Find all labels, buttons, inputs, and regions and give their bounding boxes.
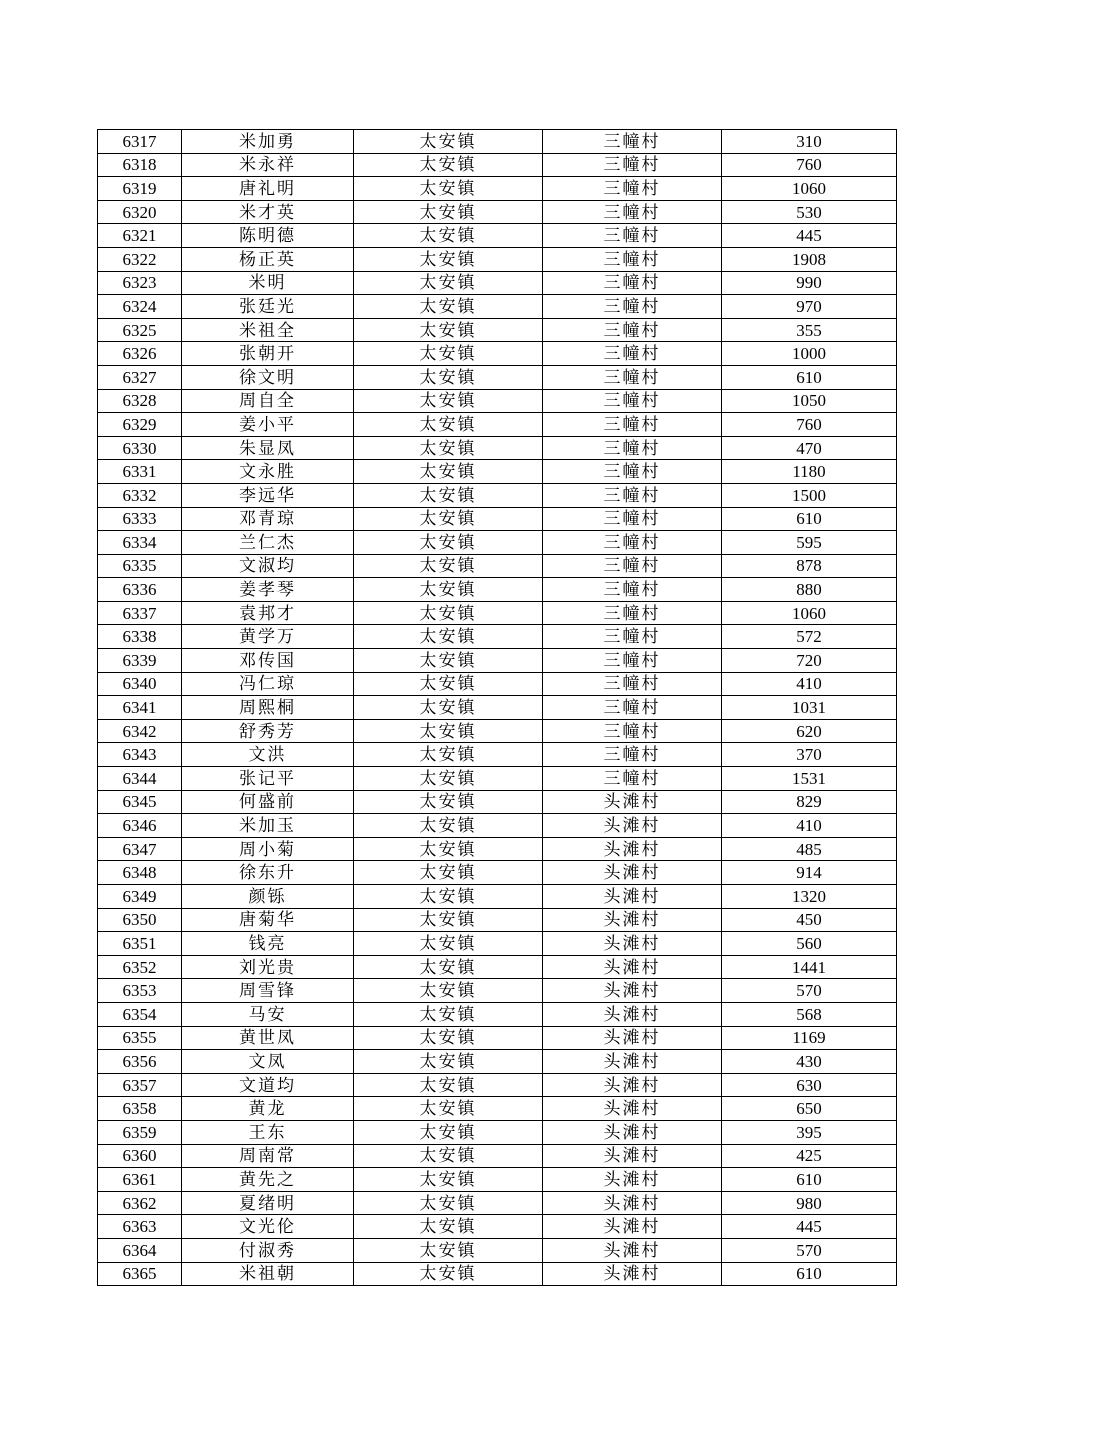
row-number-cell: 6348 — [98, 861, 182, 885]
town-cell: 太安镇 — [354, 460, 543, 484]
row-number-cell: 6337 — [98, 601, 182, 625]
town-cell: 太安镇 — [354, 554, 543, 578]
town-cell: 太安镇 — [354, 247, 543, 271]
town-cell: 太安镇 — [354, 295, 543, 319]
table-row — [98, 814, 897, 838]
town-cell: 太安镇 — [354, 696, 543, 720]
amount-cell: 760 — [722, 413, 897, 437]
row-number-cell: 6359 — [98, 1120, 182, 1144]
name-cell: 唐菊华 — [182, 908, 354, 932]
row-number-cell: 6340 — [98, 672, 182, 696]
amount-cell: 570 — [722, 1238, 897, 1262]
name-cell: 兰仁杰 — [182, 531, 354, 555]
row-number-cell: 6327 — [98, 365, 182, 389]
village-cell: 三幢村 — [543, 743, 722, 767]
town-cell: 太安镇 — [354, 1191, 543, 1215]
row-number-cell: 6354 — [98, 1002, 182, 1026]
town-cell: 太安镇 — [354, 1238, 543, 1262]
table-row — [98, 601, 897, 625]
village-cell: 三幢村 — [543, 247, 722, 271]
amount-cell: 610 — [722, 1262, 897, 1286]
amount-cell: 570 — [722, 979, 897, 1003]
table-row — [98, 1215, 897, 1239]
name-cell: 黄学万 — [182, 625, 354, 649]
name-cell: 舒秀芳 — [182, 719, 354, 743]
row-number-cell: 6325 — [98, 318, 182, 342]
table-row — [98, 672, 897, 696]
row-number-cell: 6351 — [98, 932, 182, 956]
name-cell: 杨正英 — [182, 247, 354, 271]
name-cell: 黄先之 — [182, 1168, 354, 1192]
town-cell: 太安镇 — [354, 861, 543, 885]
table-row — [98, 413, 897, 437]
table-row — [98, 861, 897, 885]
village-cell: 三幢村 — [543, 389, 722, 413]
town-cell: 太安镇 — [354, 1002, 543, 1026]
table-row — [98, 625, 897, 649]
village-cell: 头滩村 — [543, 932, 722, 956]
table-row — [98, 1097, 897, 1121]
amount-cell: 630 — [722, 1073, 897, 1097]
row-number-cell: 6323 — [98, 271, 182, 295]
town-cell: 太安镇 — [354, 578, 543, 602]
village-cell: 三幢村 — [543, 224, 722, 248]
village-cell: 三幢村 — [543, 460, 722, 484]
amount-cell: 970 — [722, 295, 897, 319]
row-number-cell: 6362 — [98, 1191, 182, 1215]
town-cell: 太安镇 — [354, 342, 543, 366]
name-cell: 周熙桐 — [182, 696, 354, 720]
name-cell: 姜小平 — [182, 413, 354, 437]
amount-cell: 610 — [722, 507, 897, 531]
amount-cell: 572 — [722, 625, 897, 649]
name-cell: 刘光贵 — [182, 955, 354, 979]
amount-cell: 485 — [722, 837, 897, 861]
table-row — [98, 885, 897, 909]
town-cell: 太安镇 — [354, 1215, 543, 1239]
town-cell: 太安镇 — [354, 1144, 543, 1168]
row-number-cell: 6349 — [98, 885, 182, 909]
row-number-cell: 6338 — [98, 625, 182, 649]
amount-cell: 880 — [722, 578, 897, 602]
town-cell: 太安镇 — [354, 837, 543, 861]
table-row — [98, 1002, 897, 1026]
name-cell: 张廷光 — [182, 295, 354, 319]
name-cell: 陈明德 — [182, 224, 354, 248]
row-number-cell: 6317 — [98, 130, 182, 154]
village-cell: 头滩村 — [543, 790, 722, 814]
town-cell: 太安镇 — [354, 719, 543, 743]
data-table — [97, 129, 897, 1286]
village-cell: 头滩村 — [543, 1097, 722, 1121]
table-row — [98, 979, 897, 1003]
name-cell: 文凤 — [182, 1050, 354, 1074]
name-cell: 文道均 — [182, 1073, 354, 1097]
village-cell: 头滩村 — [543, 885, 722, 909]
name-cell: 唐礼明 — [182, 177, 354, 201]
table-row — [98, 1238, 897, 1262]
table-row — [98, 1191, 897, 1215]
amount-cell: 1050 — [722, 389, 897, 413]
village-cell: 头滩村 — [543, 1262, 722, 1286]
row-number-cell: 6345 — [98, 790, 182, 814]
row-number-cell: 6364 — [98, 1238, 182, 1262]
town-cell: 太安镇 — [354, 979, 543, 1003]
name-cell: 姜孝琴 — [182, 578, 354, 602]
row-number-cell: 6355 — [98, 1026, 182, 1050]
village-cell: 三幢村 — [543, 649, 722, 673]
row-number-cell: 6352 — [98, 955, 182, 979]
village-cell: 三幢村 — [543, 507, 722, 531]
village-cell: 三幢村 — [543, 365, 722, 389]
amount-cell: 430 — [722, 1050, 897, 1074]
row-number-cell: 6334 — [98, 531, 182, 555]
amount-cell: 530 — [722, 200, 897, 224]
amount-cell: 445 — [722, 224, 897, 248]
town-cell: 太安镇 — [354, 1050, 543, 1074]
town-cell: 太安镇 — [354, 531, 543, 555]
village-cell: 头滩村 — [543, 1191, 722, 1215]
town-cell: 太安镇 — [354, 318, 543, 342]
table-row — [98, 1168, 897, 1192]
town-cell: 太安镇 — [354, 672, 543, 696]
amount-cell: 1320 — [722, 885, 897, 909]
name-cell: 王东 — [182, 1120, 354, 1144]
town-cell: 太安镇 — [354, 436, 543, 460]
village-cell: 三幢村 — [543, 696, 722, 720]
name-cell: 邓传国 — [182, 649, 354, 673]
row-number-cell: 6341 — [98, 696, 182, 720]
amount-cell: 760 — [722, 153, 897, 177]
row-number-cell: 6353 — [98, 979, 182, 1003]
table-row — [98, 1144, 897, 1168]
table-row — [98, 649, 897, 673]
row-number-cell: 6319 — [98, 177, 182, 201]
town-cell: 太安镇 — [354, 389, 543, 413]
village-cell: 头滩村 — [543, 1238, 722, 1262]
name-cell: 马安 — [182, 1002, 354, 1026]
name-cell: 颜铄 — [182, 885, 354, 909]
town-cell: 太安镇 — [354, 177, 543, 201]
village-cell: 头滩村 — [543, 908, 722, 932]
row-number-cell: 6329 — [98, 413, 182, 437]
town-cell: 太安镇 — [354, 814, 543, 838]
town-cell: 太安镇 — [354, 649, 543, 673]
village-cell: 头滩村 — [543, 1144, 722, 1168]
village-cell: 头滩村 — [543, 1026, 722, 1050]
row-number-cell: 6330 — [98, 436, 182, 460]
name-cell: 黄龙 — [182, 1097, 354, 1121]
amount-cell: 914 — [722, 861, 897, 885]
town-cell: 太安镇 — [354, 1262, 543, 1286]
name-cell: 邓青琼 — [182, 507, 354, 531]
amount-cell: 595 — [722, 531, 897, 555]
amount-cell: 1531 — [722, 767, 897, 791]
village-cell: 头滩村 — [543, 1168, 722, 1192]
name-cell: 何盛前 — [182, 790, 354, 814]
row-number-cell: 6346 — [98, 814, 182, 838]
row-number-cell: 6326 — [98, 342, 182, 366]
village-cell: 头滩村 — [543, 861, 722, 885]
village-cell: 头滩村 — [543, 837, 722, 861]
table-row — [98, 130, 897, 154]
amount-cell: 1060 — [722, 177, 897, 201]
table-row — [98, 955, 897, 979]
town-cell: 太安镇 — [354, 483, 543, 507]
name-cell: 文淑均 — [182, 554, 354, 578]
amount-cell: 450 — [722, 908, 897, 932]
amount-cell: 355 — [722, 318, 897, 342]
row-number-cell: 6320 — [98, 200, 182, 224]
village-cell: 头滩村 — [543, 814, 722, 838]
table-row — [98, 837, 897, 861]
name-cell: 徐文明 — [182, 365, 354, 389]
table-row — [98, 436, 897, 460]
village-cell: 三幢村 — [543, 767, 722, 791]
village-cell: 三幢村 — [543, 578, 722, 602]
amount-cell: 980 — [722, 1191, 897, 1215]
table-row — [98, 932, 897, 956]
town-cell: 太安镇 — [354, 908, 543, 932]
name-cell: 张朝开 — [182, 342, 354, 366]
amount-cell: 568 — [722, 1002, 897, 1026]
row-number-cell: 6357 — [98, 1073, 182, 1097]
row-number-cell: 6360 — [98, 1144, 182, 1168]
town-cell: 太安镇 — [354, 625, 543, 649]
village-cell: 三幢村 — [543, 130, 722, 154]
amount-cell: 410 — [722, 672, 897, 696]
name-cell: 周小菊 — [182, 837, 354, 861]
amount-cell: 560 — [722, 932, 897, 956]
table-row — [98, 177, 897, 201]
table-row — [98, 483, 897, 507]
name-cell: 文洪 — [182, 743, 354, 767]
amount-cell: 1180 — [722, 460, 897, 484]
town-cell: 太安镇 — [354, 1073, 543, 1097]
amount-cell: 370 — [722, 743, 897, 767]
town-cell: 太安镇 — [354, 1168, 543, 1192]
village-cell: 三幢村 — [543, 153, 722, 177]
name-cell: 朱显凤 — [182, 436, 354, 460]
table-row — [98, 224, 897, 248]
table-row — [98, 554, 897, 578]
village-cell: 头滩村 — [543, 1050, 722, 1074]
town-cell: 太安镇 — [354, 200, 543, 224]
name-cell: 米加勇 — [182, 130, 354, 154]
town-cell: 太安镇 — [354, 507, 543, 531]
table-row — [98, 578, 897, 602]
row-number-cell: 6331 — [98, 460, 182, 484]
village-cell: 三幢村 — [543, 436, 722, 460]
town-cell: 太安镇 — [354, 153, 543, 177]
name-cell: 钱亮 — [182, 932, 354, 956]
amount-cell: 1908 — [722, 247, 897, 271]
amount-cell: 445 — [722, 1215, 897, 1239]
amount-cell: 610 — [722, 365, 897, 389]
table-row — [98, 790, 897, 814]
table-body — [98, 130, 897, 1286]
town-cell: 太安镇 — [354, 955, 543, 979]
table-row — [98, 318, 897, 342]
town-cell: 太安镇 — [354, 1097, 543, 1121]
amount-cell: 310 — [722, 130, 897, 154]
village-cell: 三幢村 — [543, 719, 722, 743]
name-cell: 米祖全 — [182, 318, 354, 342]
village-cell: 头滩村 — [543, 979, 722, 1003]
row-number-cell: 6321 — [98, 224, 182, 248]
village-cell: 三幢村 — [543, 413, 722, 437]
town-cell: 太安镇 — [354, 790, 543, 814]
table-row — [98, 908, 897, 932]
table-row — [98, 271, 897, 295]
amount-cell: 720 — [722, 649, 897, 673]
village-cell: 头滩村 — [543, 1002, 722, 1026]
table-row — [98, 507, 897, 531]
name-cell: 米才英 — [182, 200, 354, 224]
table-row — [98, 531, 897, 555]
name-cell: 冯仁琼 — [182, 672, 354, 696]
table-row — [98, 1262, 897, 1286]
amount-cell: 1031 — [722, 696, 897, 720]
village-cell: 三幢村 — [543, 177, 722, 201]
amount-cell: 470 — [722, 436, 897, 460]
village-cell: 三幢村 — [543, 672, 722, 696]
table-row — [98, 200, 897, 224]
town-cell: 太安镇 — [354, 743, 543, 767]
row-number-cell: 6347 — [98, 837, 182, 861]
name-cell: 黄世凤 — [182, 1026, 354, 1050]
table-row — [98, 719, 897, 743]
name-cell: 夏绪明 — [182, 1191, 354, 1215]
table-row — [98, 295, 897, 319]
row-number-cell: 6344 — [98, 767, 182, 791]
row-number-cell: 6342 — [98, 719, 182, 743]
table-row — [98, 1026, 897, 1050]
town-cell: 太安镇 — [354, 1026, 543, 1050]
row-number-cell: 6318 — [98, 153, 182, 177]
table-row — [98, 342, 897, 366]
row-number-cell: 6361 — [98, 1168, 182, 1192]
town-cell: 太安镇 — [354, 601, 543, 625]
amount-cell: 410 — [722, 814, 897, 838]
name-cell: 周雪锋 — [182, 979, 354, 1003]
name-cell: 张记平 — [182, 767, 354, 791]
town-cell: 太安镇 — [354, 413, 543, 437]
table-row — [98, 1050, 897, 1074]
amount-cell: 1500 — [722, 483, 897, 507]
row-number-cell: 6336 — [98, 578, 182, 602]
amount-cell: 990 — [722, 271, 897, 295]
town-cell: 太安镇 — [354, 885, 543, 909]
amount-cell: 1000 — [722, 342, 897, 366]
amount-cell: 1441 — [722, 955, 897, 979]
table-row — [98, 743, 897, 767]
row-number-cell: 6324 — [98, 295, 182, 319]
village-cell: 头滩村 — [543, 955, 722, 979]
name-cell: 米加玉 — [182, 814, 354, 838]
row-number-cell: 6322 — [98, 247, 182, 271]
row-number-cell: 6358 — [98, 1097, 182, 1121]
village-cell: 三幢村 — [543, 483, 722, 507]
name-cell: 付淑秀 — [182, 1238, 354, 1262]
village-cell: 三幢村 — [543, 271, 722, 295]
amount-cell: 650 — [722, 1097, 897, 1121]
village-cell: 三幢村 — [543, 625, 722, 649]
town-cell: 太安镇 — [354, 767, 543, 791]
village-cell: 三幢村 — [543, 295, 722, 319]
town-cell: 太安镇 — [354, 365, 543, 389]
table-row — [98, 696, 897, 720]
town-cell: 太安镇 — [354, 224, 543, 248]
row-number-cell: 6365 — [98, 1262, 182, 1286]
amount-cell: 395 — [722, 1120, 897, 1144]
table-row — [98, 153, 897, 177]
table-row — [98, 1073, 897, 1097]
village-cell: 三幢村 — [543, 200, 722, 224]
table-row — [98, 767, 897, 791]
row-number-cell: 6350 — [98, 908, 182, 932]
name-cell: 周南常 — [182, 1144, 354, 1168]
name-cell: 袁邦才 — [182, 601, 354, 625]
row-number-cell: 6339 — [98, 649, 182, 673]
village-cell: 三幢村 — [543, 318, 722, 342]
town-cell: 太安镇 — [354, 1120, 543, 1144]
table-row — [98, 460, 897, 484]
amount-cell: 829 — [722, 790, 897, 814]
name-cell: 文永胜 — [182, 460, 354, 484]
table-row — [98, 365, 897, 389]
amount-cell: 1060 — [722, 601, 897, 625]
town-cell: 太安镇 — [354, 932, 543, 956]
table-row — [98, 247, 897, 271]
amount-cell: 1169 — [722, 1026, 897, 1050]
amount-cell: 425 — [722, 1144, 897, 1168]
village-cell: 三幢村 — [543, 554, 722, 578]
row-number-cell: 6356 — [98, 1050, 182, 1074]
table-row — [98, 389, 897, 413]
amount-cell: 610 — [722, 1168, 897, 1192]
row-number-cell: 6335 — [98, 554, 182, 578]
amount-cell: 878 — [722, 554, 897, 578]
town-cell: 太安镇 — [354, 271, 543, 295]
name-cell: 米祖朝 — [182, 1262, 354, 1286]
village-cell: 头滩村 — [543, 1215, 722, 1239]
name-cell: 米永祥 — [182, 153, 354, 177]
village-cell: 头滩村 — [543, 1120, 722, 1144]
name-cell: 米明 — [182, 271, 354, 295]
name-cell: 周自全 — [182, 389, 354, 413]
amount-cell: 620 — [722, 719, 897, 743]
row-number-cell: 6343 — [98, 743, 182, 767]
table-row — [98, 1120, 897, 1144]
name-cell: 文光伦 — [182, 1215, 354, 1239]
row-number-cell: 6363 — [98, 1215, 182, 1239]
village-cell: 头滩村 — [543, 1073, 722, 1097]
name-cell: 徐东升 — [182, 861, 354, 885]
village-cell: 三幢村 — [543, 601, 722, 625]
name-cell: 李远华 — [182, 483, 354, 507]
village-cell: 三幢村 — [543, 531, 722, 555]
village-cell: 三幢村 — [543, 342, 722, 366]
town-cell: 太安镇 — [354, 130, 543, 154]
row-number-cell: 6332 — [98, 483, 182, 507]
row-number-cell: 6328 — [98, 389, 182, 413]
row-number-cell: 6333 — [98, 507, 182, 531]
